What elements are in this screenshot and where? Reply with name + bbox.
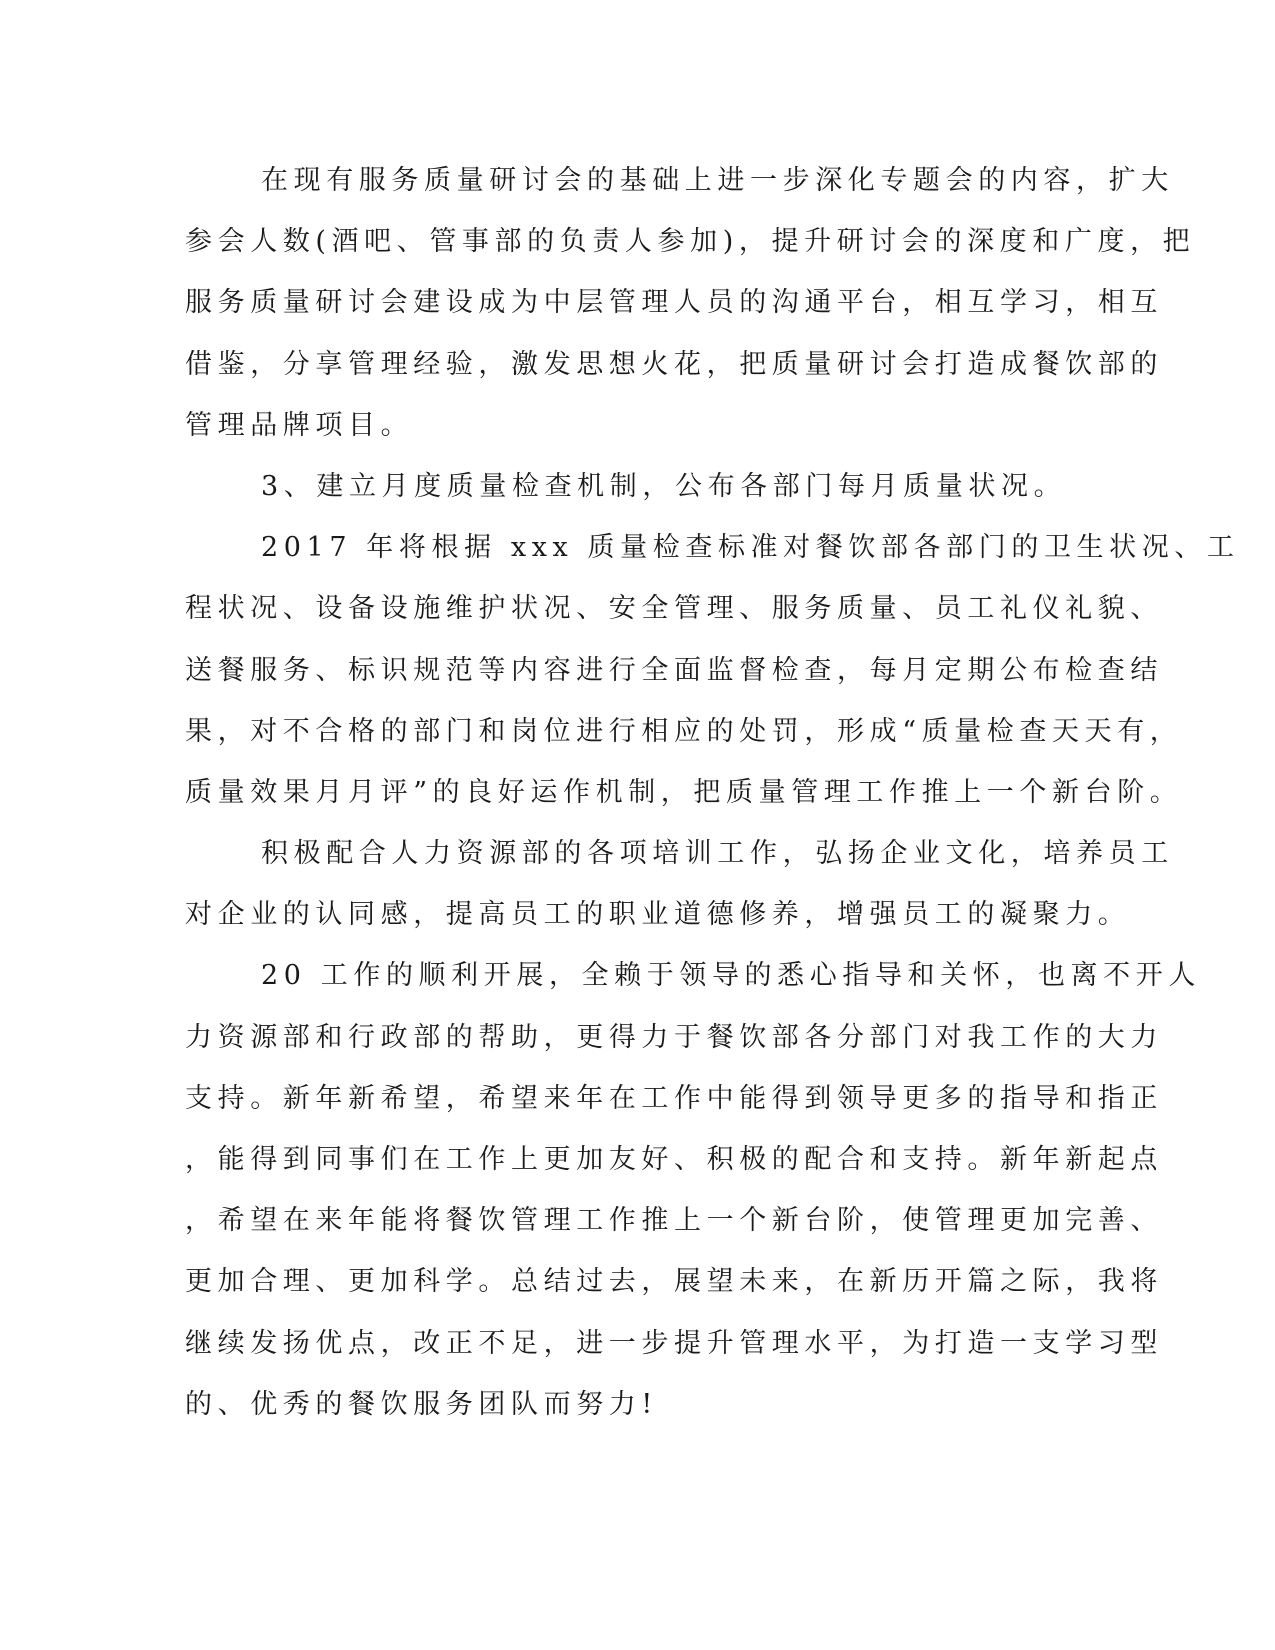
text-line: 对企业的认同感，提高员工的职业道德修养，增强员工的凝聚力。 bbox=[185, 899, 1131, 931]
paragraph-conclusion bbox=[185, 945, 1201, 1435]
section-heading: 3、建立月度质量检查机制，公布各部门每月质量状况。 bbox=[261, 470, 1067, 502]
text-line: 2017 年将根据 xxx 质量检查标准对餐饮部各部门的卫生状况、工 bbox=[261, 532, 1240, 564]
text-line: 管理品牌项目。 bbox=[185, 409, 414, 441]
text-line: 服务质量研讨会建设成为中层管理人员的沟通平台，相互学习，相互 bbox=[185, 287, 1163, 319]
text-line: 送餐服务、标识规范等内容进行全面监督检查，每月定期公布检查结 bbox=[185, 654, 1163, 686]
text-line: 质量效果月月评”的良好运作机制，把质量管理工作推上一个新台阶。 bbox=[185, 776, 1183, 808]
paragraph-quality-inspection bbox=[185, 517, 1240, 823]
text-line: 的、优秀的餐饮服务团队而努力! bbox=[185, 1388, 658, 1420]
paragraph-seminar bbox=[185, 150, 1196, 456]
text-line: 继续发扬优点，改正不足，进一步提升管理水平，为打造一支学习型 bbox=[185, 1327, 1163, 1359]
text-line: 更加合理、更加科学。总结过去，展望未来，在新历开篇之际，我将 bbox=[185, 1266, 1163, 1298]
text-line: 借鉴，分享管理经验，激发思想火花，把质量研讨会打造成餐饮部的 bbox=[185, 348, 1163, 380]
text-line: 支持。新年新希望，希望来年在工作中能得到领导更多的指导和指正 bbox=[185, 1082, 1163, 1114]
text-line: 20 工作的顺利开展，全赖于领导的悉心指导和关怀，也离不开人 bbox=[261, 960, 1201, 992]
text-line: 积极配合人力资源部的各项培训工作，弘扬企业文化，培养员工 bbox=[261, 838, 1174, 870]
text-line: 程状况、设备设施维护状况、安全管理、服务质量、员工礼仪礼貌、 bbox=[185, 593, 1163, 625]
text-line: ，希望在来年能将餐饮管理工作推上一个新台阶，使管理更加完善、 bbox=[185, 1205, 1163, 1237]
paragraph-training bbox=[185, 823, 1174, 945]
document-body bbox=[185, 150, 1240, 1435]
text-line: 在现有服务质量研讨会的基础上进一步深化专题会的内容，扩大 bbox=[261, 165, 1174, 196]
text-line: 果，对不合格的部门和岗位进行相应的处罚，形成“质量检查天天有， bbox=[185, 715, 1183, 747]
paragraph-heading-3 bbox=[185, 456, 1090, 517]
text-line: 力资源部和行政部的帮助，更得力于餐饮部各分部门对我工作的大力 bbox=[185, 1021, 1163, 1053]
text-line: ，能得到同事们在工作上更加友好、积极的配合和支持。新年新起点 bbox=[185, 1144, 1163, 1175]
text-line: 参会人数(酒吧、管事部的负责人参加)，提升研讨会的深度和广度，把 bbox=[185, 226, 1196, 258]
